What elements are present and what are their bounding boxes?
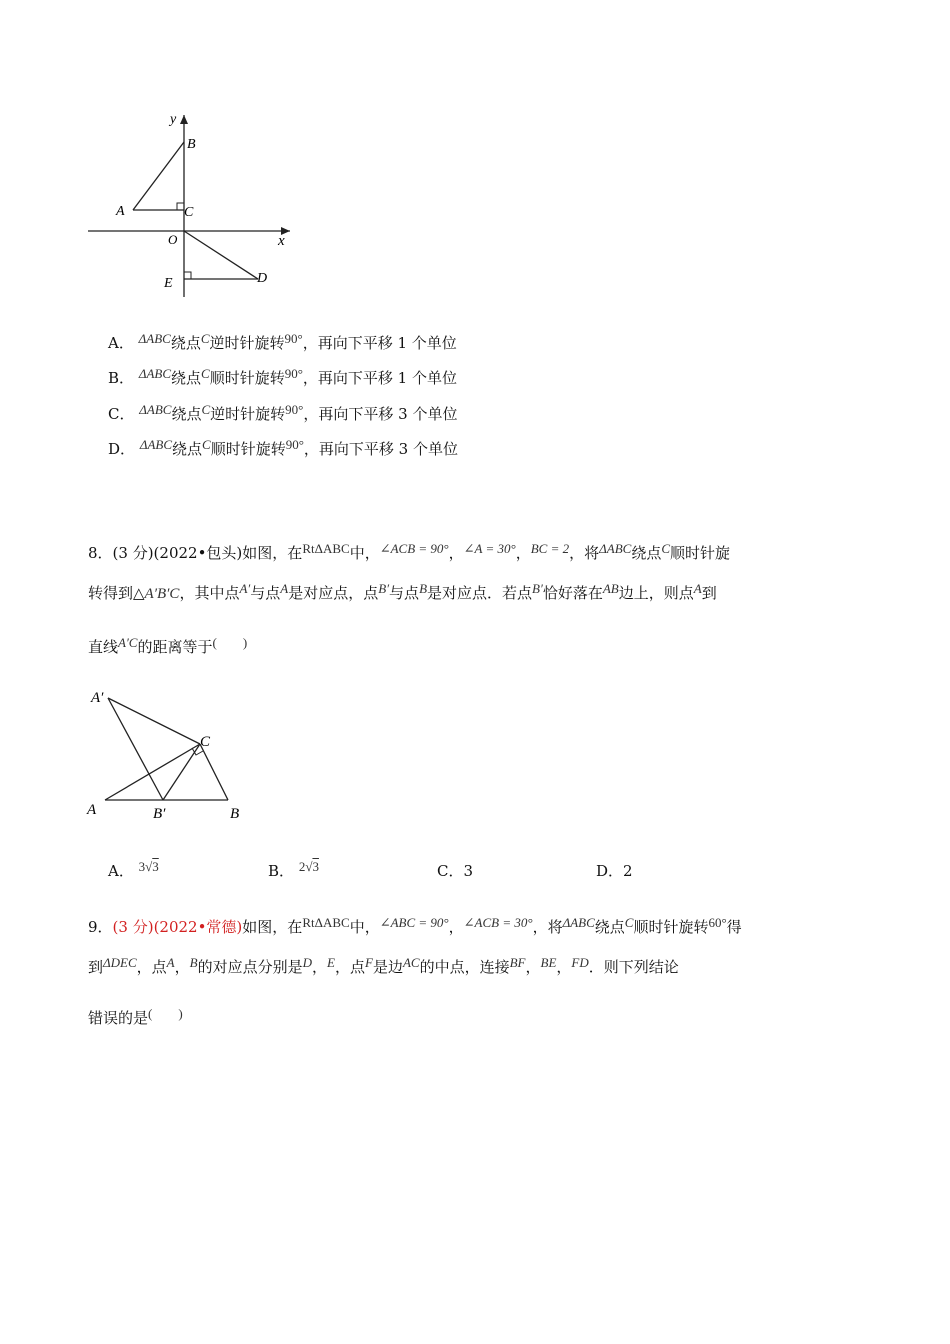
segment-ac [105, 744, 200, 800]
q8-option-a[interactable]: A． 3√3 [108, 859, 159, 880]
q8-line-3: 直线A′C的距离等于( ) [88, 635, 248, 656]
label-b: B [187, 137, 196, 152]
origin-label: O [168, 232, 178, 247]
right-angle-c-icon [177, 203, 184, 210]
q8-option-d[interactable]: D．2 [596, 862, 633, 880]
segment-a1c [108, 698, 200, 744]
label-a: A [116, 204, 125, 219]
q8-option-c[interactable]: C．3 [437, 862, 474, 880]
q7-option-b[interactable]: B． ΔABC绕点C顺时针旋转90°，再向下平移 1 个单位 [108, 366, 457, 387]
q8-figure [80, 680, 260, 825]
label-b: B [230, 806, 240, 822]
label-d: D [257, 271, 268, 286]
q8-line-1: 8．(3 分)(2022•包头)如图，在RtΔABC中，∠ACB = 90°，∠A = 30°，BC = 2，将ΔABC绕点C顺时针旋 [88, 541, 731, 562]
label-a-prime: A′ [91, 690, 104, 706]
q7-figure [80, 105, 310, 305]
label-a: A [87, 802, 97, 818]
q7-option-d[interactable]: D． ΔABC绕点C顺时针旋转90°，再向下平移 3 个单位 [108, 437, 458, 458]
segment-a1b1 [108, 698, 163, 800]
q9-line-3: 错误的是( ) [88, 1006, 183, 1027]
q8-option-b[interactable]: B． 2√3 [268, 859, 319, 880]
segment-od [184, 231, 258, 279]
q9-source: (3 分)(2022•常德) [112, 918, 243, 936]
label-c: C [200, 734, 211, 750]
q9-line-2: 到ΔDEC，点A，B的对应点分别是D，E，点F是边AC的中点，连接BF，BE，FD．则下列结论 [88, 955, 679, 976]
segment-ab [133, 142, 184, 210]
label-b-prime: B′ [153, 806, 166, 822]
q8-line-2: 转得到△A′B′C，其中点A′与点A是对应点，点B′与点B是对应点．若点B′恰好落在AB边上，则点A到 [88, 581, 717, 602]
x-axis-label: x [278, 233, 285, 249]
y-axis-label: y [170, 112, 177, 127]
segment-cb [200, 744, 228, 800]
q9-line-1: 9．(3 分)(2022•常德)如图，在RtΔABC中，∠ABC = 90°，∠ACB = 30°，将ΔABC绕点C顺时针旋转60°得 [88, 915, 742, 936]
label-e: E [164, 276, 173, 291]
label-c: C [184, 205, 194, 220]
q7-option-c[interactable]: C． ΔABC绕点C逆时针旋转90°，再向下平移 3 个单位 [108, 402, 458, 423]
right-angle-e-icon [184, 272, 191, 279]
y-axis-arrow-icon [180, 115, 188, 124]
q7-option-a[interactable]: A． ΔABC绕点C逆时针旋转90°，再向下平移 1 个单位 [108, 331, 457, 352]
